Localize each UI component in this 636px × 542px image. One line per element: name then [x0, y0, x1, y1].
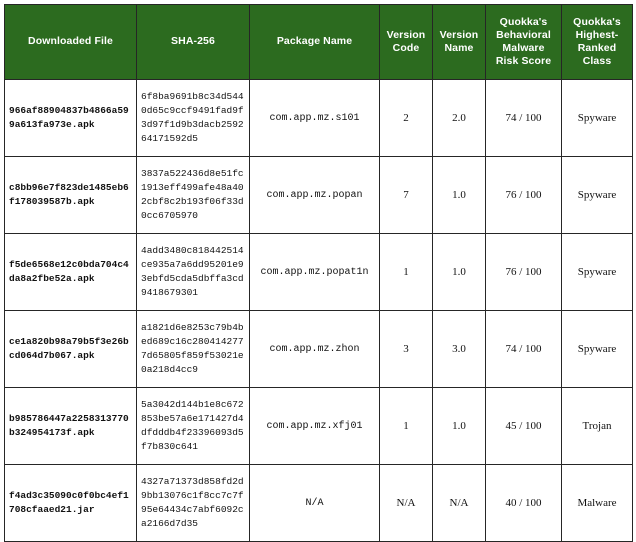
cell-highest-ranked-class: Spyware — [562, 234, 633, 311]
cell-version-name: 2.0 — [433, 80, 486, 157]
table-body — [5, 80, 633, 542]
cell-package-name: com.app.mz.popat1n — [250, 234, 380, 311]
column-header-highest-ranked-class: Quokka's Highest-Ranked Class — [562, 5, 633, 80]
cell-downloaded-file: f4ad3c35090c0f0bc4ef1708cfaaed21.jar — [5, 465, 137, 542]
cell-highest-ranked-class: Malware — [562, 465, 633, 542]
cell-downloaded-file: c8bb96e7f823de1485eb6f178039587b.apk — [5, 157, 137, 234]
cell-package-name: com.app.mz.popan — [250, 157, 380, 234]
cell-highest-ranked-class: Spyware — [562, 157, 633, 234]
cell-version-name: 1.0 — [433, 234, 486, 311]
cell-sha256: 5a3042d144b1e8c672853be57a6e171427d4dfdddb4f23396093d5f7b830c641 — [137, 388, 250, 465]
cell-sha256: 4327a71373d858fd2d9bb13076c1f8cc7c7f95e64434c7abf6092ca2166d7d35 — [137, 465, 250, 542]
column-header-version-name: Version Name — [433, 5, 486, 80]
cell-downloaded-file: f5de6568e12c0bda704c4da8a2fbe52a.apk — [5, 234, 137, 311]
cell-version-name: 3.0 — [433, 311, 486, 388]
cell-highest-ranked-class: Spyware — [562, 311, 633, 388]
cell-sha256: 3837a522436d8e51fc1913eff499afe48a402cbf8c2b193f06f33d0cc6705970 — [137, 157, 250, 234]
cell-highest-ranked-class: Trojan — [562, 388, 633, 465]
cell-version-code: N/A — [380, 465, 433, 542]
malware-samples-table — [4, 4, 633, 542]
cell-package-name: com.app.mz.s101 — [250, 80, 380, 157]
column-header-risk-score: Quokka's Behavioral Malware Risk Score — [486, 5, 562, 80]
cell-downloaded-file: ce1a820b98a79b5f3e26bcd064d7b067.apk — [5, 311, 137, 388]
cell-highest-ranked-class: Spyware — [562, 80, 633, 157]
table-row — [5, 465, 633, 542]
table-row — [5, 234, 633, 311]
column-header-downloaded-file: Downloaded File — [5, 5, 137, 80]
cell-risk-score: 76 / 100 — [486, 157, 562, 234]
cell-risk-score: 74 / 100 — [486, 311, 562, 388]
table-row — [5, 80, 633, 157]
cell-version-name: N/A — [433, 465, 486, 542]
cell-version-code: 3 — [380, 311, 433, 388]
cell-version-name: 1.0 — [433, 157, 486, 234]
cell-downloaded-file: b985786447a2258313770b324954173f.apk — [5, 388, 137, 465]
cell-version-code: 7 — [380, 157, 433, 234]
cell-sha256: 6f8ba9691b8c34d5440d65c9ccf9491fad9f3d97f1d9b3dacb259264171592d5 — [137, 80, 250, 157]
cell-package-name: com.app.mz.xfj01 — [250, 388, 380, 465]
table-header — [5, 5, 633, 80]
cell-package-name: N/A — [250, 465, 380, 542]
cell-version-code: 1 — [380, 388, 433, 465]
cell-risk-score: 76 / 100 — [486, 234, 562, 311]
table-header-row — [5, 5, 633, 80]
table-row — [5, 311, 633, 388]
cell-package-name: com.app.mz.zhon — [250, 311, 380, 388]
column-header-version-code: Version Code — [380, 5, 433, 80]
cell-sha256: 4add3480c818442514ce935a7a6dd95201e93ebfd5cda5dbffa3cd9418679301 — [137, 234, 250, 311]
cell-version-code: 2 — [380, 80, 433, 157]
cell-downloaded-file: 966af88904837b4866a599a613fa973e.apk — [5, 80, 137, 157]
cell-risk-score: 45 / 100 — [486, 388, 562, 465]
table-row — [5, 157, 633, 234]
cell-sha256: a1821d6e8253c79b4bed689c16c2804142777d65805f859f53021e0a218d4cc9 — [137, 311, 250, 388]
cell-risk-score: 74 / 100 — [486, 80, 562, 157]
column-header-sha256: SHA-256 — [137, 5, 250, 80]
cell-version-name: 1.0 — [433, 388, 486, 465]
cell-risk-score: 40 / 100 — [486, 465, 562, 542]
cell-version-code: 1 — [380, 234, 433, 311]
column-header-package-name: Package Name — [250, 5, 380, 80]
table-row — [5, 388, 633, 465]
